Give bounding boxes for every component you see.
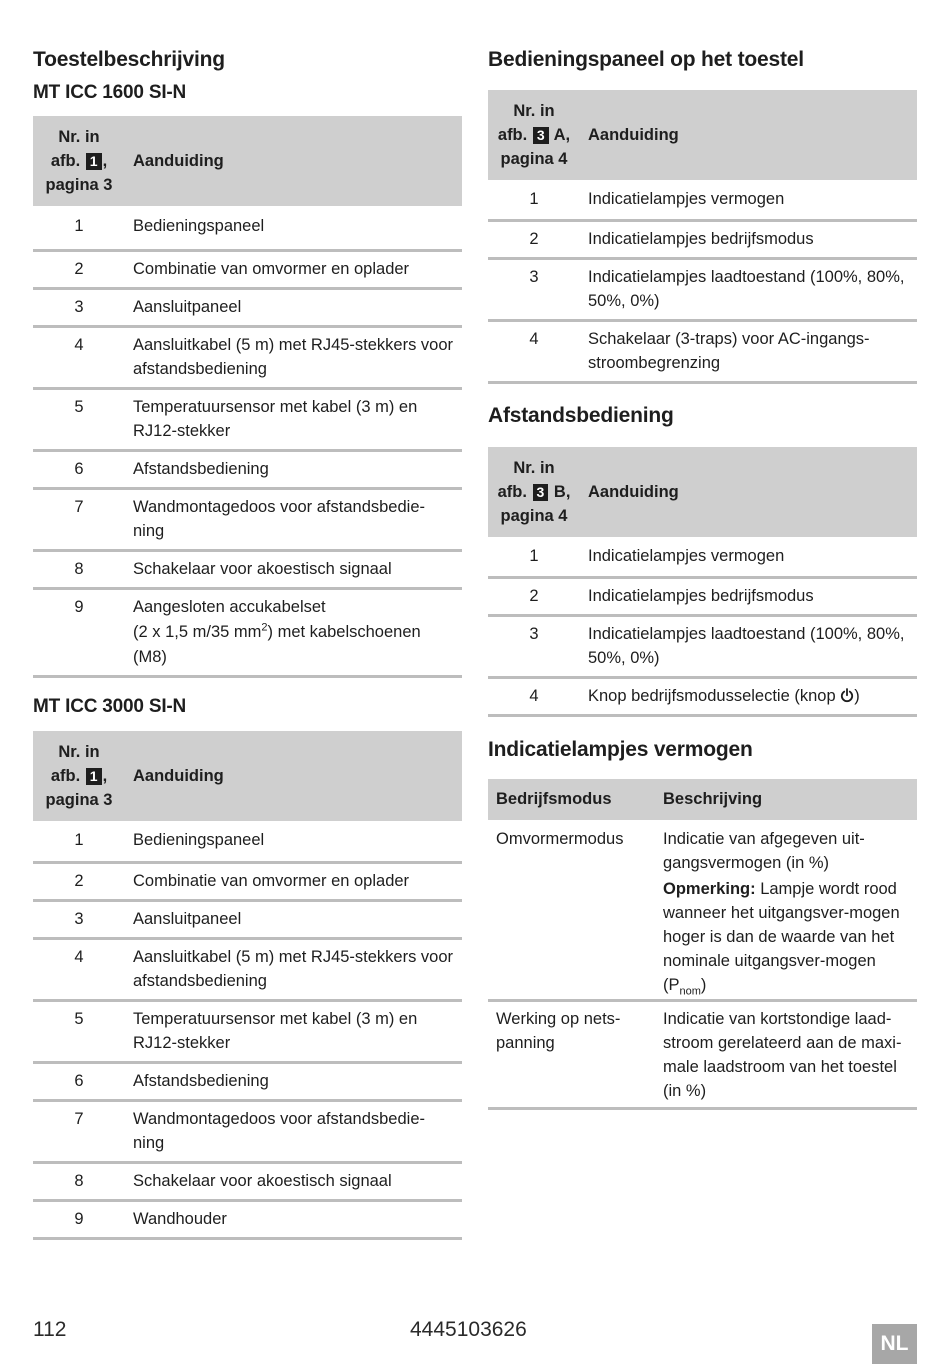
row-text: Schakelaar (3-traps) voor AC-ingangs-stroombegrenzing [580,321,917,383]
row-number: 8 [33,1163,125,1201]
row-text: Schakelaar voor akoestisch signaal [125,1163,462,1201]
col-header-description: Beschrijving [655,779,917,820]
row-text: Afstandsbediening [125,451,462,489]
table-row [33,451,462,489]
row-number: 4 [33,939,125,1001]
row-number: 3 [33,901,125,939]
section-heading-power-leds: Indicatielampjes vermogen [488,738,753,761]
col-nr-afb: afb. [50,152,81,170]
col-nr-page: pagina 3 [45,176,113,194]
table-1600 [33,116,462,678]
table-row [33,489,462,551]
row-number: 1 [488,180,580,221]
col-header-desc: Aanduiding [580,90,917,180]
row-text: Temperatuursensor met kabel (3 m) en RJ12-stekker [125,389,462,451]
row-text: Wandhouder [125,1201,462,1239]
row-text: Indicatielampjes bedrijfsmodus [580,221,917,259]
col-nr-afb: afb. [497,126,528,144]
table-row [488,180,917,221]
row9-line1: Aangesloten accukabelset [133,598,326,616]
table-row [488,259,917,321]
row-text: Aansluitpaneel [125,901,462,939]
col-nr-sep: A, [553,126,571,144]
col-header-desc: Aanduiding [580,447,917,537]
row-number: 5 [33,389,125,451]
row-text: Wandmontagedoos voor afstandsbedie-ning [125,489,462,551]
table-row [33,821,462,863]
row-number: 3 [488,259,580,321]
col-nr-page: pagina 3 [45,791,113,809]
note-label: Opmerking: [663,880,756,898]
table-row [33,901,462,939]
note-subscript: nom [679,985,701,998]
row-text: Indicatielampjes bedrijfsmodus [580,578,917,616]
col-header-nr [488,447,580,537]
note-text: Lampje wordt rood wanneer het uitgangsver-mogen hoger is dan de waarde van het nominale uitgangsver-mogen (P [663,880,900,994]
table-remote [488,447,917,717]
page-title: Toestelbeschrijving [33,48,225,71]
table-row [33,206,462,251]
row-description [655,820,917,1001]
col-header-desc: Aanduiding [125,116,462,206]
table-row [33,389,462,451]
row-number: 1 [488,537,580,578]
row-number: 7 [33,489,125,551]
row-text: Temperatuursensor met kabel (3 m) en RJ12-stekker [125,1001,462,1063]
row-text: Combinatie van omvormer en oplader [125,251,462,289]
row-text [580,678,917,716]
row-number: 4 [33,327,125,389]
row-number: 6 [33,451,125,489]
figure-ref-badge: 3 [533,484,549,501]
row9-superscript: 2 [261,621,268,634]
row4-text: Knop bedrijfsmodusselectie (knop [588,687,841,705]
figure-ref-badge: 1 [86,153,102,170]
col-nr-line1: Nr. in [513,102,555,120]
row-number: 8 [33,551,125,589]
row9-line2b: ) met kabelschoenen [267,623,421,641]
col-nr-sep: B, [553,483,571,501]
col-nr-sep: , [102,767,108,785]
row-number: 4 [488,678,580,716]
row-number: 3 [33,289,125,327]
row-text: Indicatielampjes laadtoestand (100%, 80%, 50%, 0%) [580,616,917,678]
table-row [33,1163,462,1201]
row-number: 2 [488,221,580,259]
row1-desc: Indicatie van afgegeven uit-gangsvermogen (in %) [663,830,865,872]
row-number: 9 [33,1201,125,1239]
col-nr-line1: Nr. in [58,743,100,761]
row-description: Indicatie van kortstondige laad-stroom gerelateerd aan de maxi-male laadstroom van het toestel (in %) [655,1001,917,1109]
col-nr-afb: afb. [497,483,527,501]
row-text: Indicatielampjes laadtoestand (100%, 80%, 50%, 0%) [580,259,917,321]
table-row [33,1201,462,1239]
figure-ref-badge: 1 [86,768,102,785]
table-row [33,289,462,327]
table-row [488,321,917,383]
table-control-panel [488,90,917,384]
table-row [488,578,917,616]
row-number: 1 [33,821,125,863]
table-row [488,221,917,259]
table-row [33,863,462,901]
col-nr-page: pagina 4 [500,507,568,525]
row-number: 2 [488,578,580,616]
row-number: 5 [33,1001,125,1063]
row-text: Bedieningspaneel [125,206,462,251]
row-number: 3 [488,616,580,678]
col-header-nr [33,116,125,206]
col-header-nr [33,731,125,821]
table-row [488,616,917,678]
page-number: 112 [33,1318,67,1341]
row-text: Afstandsbediening [125,1063,462,1101]
row-text: Combinatie van omvormer en oplader [125,863,462,901]
row9-line3: (M8) [133,648,167,666]
row-text: Schakelaar voor akoestisch signaal [125,551,462,589]
row-number: 4 [488,321,580,383]
col-header-nr [488,90,580,180]
row-text: Aansluitkabel (5 m) met RJ45-stekkers voor afstandsbediening [125,939,462,1001]
row-text: Bedieningspaneel [125,821,462,863]
row-text: Wandmontagedoos voor afstandsbedie-ning [125,1101,462,1163]
row-text: Indicatielampjes vermogen [580,537,917,578]
row-text: Aansluitpaneel [125,289,462,327]
col-header-desc: Aanduiding [125,731,462,821]
table-row [33,1001,462,1063]
row-text [125,589,462,677]
table-power-leds [488,779,917,1110]
section-heading-remote: Afstandsbediening [488,404,674,427]
col-nr-line1: Nr. in [513,459,555,477]
section-heading-1600: MT ICC 1600 SI-N [33,82,187,103]
table-row [33,251,462,289]
table-row [33,551,462,589]
document-number: 4445103626 [410,1318,527,1341]
row-number: 2 [33,251,125,289]
table-row [488,1001,917,1109]
col-nr-afb: afb. [50,767,81,785]
table-row [488,820,917,1001]
row-number: 1 [33,206,125,251]
note-end: ) [700,976,707,994]
table-row [33,589,462,677]
table-row [33,1101,462,1163]
language-badge: NL [872,1324,917,1364]
col-nr-page: pagina 4 [500,150,568,168]
row-text: Aansluitkabel (5 m) met RJ45-stekkers voor afstandsbediening [125,327,462,389]
figure-ref-badge: 3 [533,127,549,144]
row9-line2a: (2 x 1,5 m/35 mm [133,623,262,641]
table-row [488,678,917,716]
section-heading-3000: MT ICC 3000 SI-N [33,696,187,717]
row-number: 2 [33,863,125,901]
col-header-mode: Bedrijfsmodus [488,779,655,820]
row1-note [663,877,909,997]
table-row [488,537,917,578]
row-mode: Omvormermodus [488,820,655,1001]
section-heading-control-panel: Bedieningspaneel op het toestel [488,48,804,71]
col-nr-sep: , [102,152,108,170]
table-row [33,327,462,389]
table-row [33,1063,462,1101]
col-nr-line1: Nr. in [58,128,100,146]
row-number: 6 [33,1063,125,1101]
table-3000 [33,731,462,1240]
row4-text-end: ) [854,687,860,705]
row-text: Indicatielampjes vermogen [580,180,917,221]
row-mode: Werking op nets-panning [488,1001,655,1109]
power-icon [840,686,854,701]
row-number: 7 [33,1101,125,1163]
row-number: 9 [33,589,125,677]
table-row [33,939,462,1001]
